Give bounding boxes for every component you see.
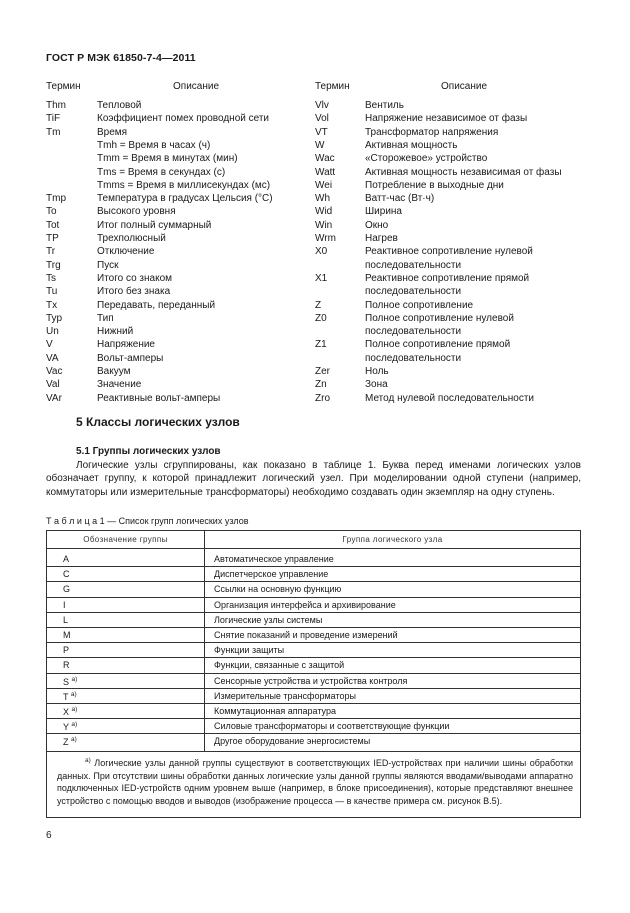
group-name: Функции защиты <box>214 645 285 656</box>
glossary-term: X1 <box>315 272 328 284</box>
group-name: Организация интерфейса и архивирование <box>214 599 396 610</box>
glossary-term: Ts <box>46 272 56 284</box>
glossary-description: последовательности <box>365 326 462 338</box>
group-code <box>63 706 77 717</box>
group-code-letter: P <box>63 645 70 656</box>
paragraph-text: Логические узлы сгруппированы, как показано в таблице 1. Буква перед именами логических узлов обозначает группу, к которой принадлежит логический узел. При моделировании одной ступени (например, коммутаторы или измерительные трансформаторы) необходимо создавать один экземпляр на одну ступень. <box>46 460 581 498</box>
glossary-description: Итого без знака <box>97 286 171 298</box>
glossary-description: Реактивное сопротивление прямой <box>365 272 530 284</box>
glossary-term: VA <box>46 352 59 364</box>
table-row-rule <box>47 627 580 628</box>
glossary-description: Tmh = Время в часах (ч) <box>97 139 211 151</box>
table-header-rule <box>47 548 580 549</box>
glossary-term: Val <box>46 379 60 391</box>
glossary-description: Трансформатор напряжения <box>365 126 499 138</box>
glossary-right-term-heading: Термин <box>315 81 350 92</box>
glossary-term: Typ <box>46 312 63 324</box>
glossary-term: Trg <box>46 259 61 271</box>
glossary-term: Zn <box>315 379 327 391</box>
group-code <box>63 691 77 702</box>
glossary-description: Полное сопротивление нулевой <box>365 312 514 324</box>
glossary-term: Tu <box>46 286 58 298</box>
glossary-description: Нагрев <box>365 233 398 244</box>
glossary-description: Активная мощность <box>365 139 458 151</box>
glossary-term: Zer <box>315 366 330 377</box>
glossary-term: W <box>315 139 325 151</box>
glossary-term: Zro <box>315 392 330 404</box>
glossary-description: Полное сопротивление <box>365 299 474 311</box>
group-code <box>63 584 70 594</box>
glossary-description: Tmm = Время в минутах (мин) <box>97 153 238 165</box>
glossary-description: Вольт-амперы <box>97 352 164 364</box>
glossary-term: Win <box>315 219 333 231</box>
page-number: 6 <box>46 830 52 841</box>
table-header-code: Обозначение группы <box>83 535 168 544</box>
subsection-title: 5.1 Группы логических узлов <box>76 446 221 457</box>
table-row-rule <box>47 733 580 734</box>
glossary-term: Tmp <box>46 193 66 205</box>
group-code-letter: R <box>63 660 70 671</box>
glossary-term: Z0 <box>315 312 327 324</box>
glossary-description: Ватт-час (Вт·ч) <box>365 193 435 205</box>
group-code <box>63 554 69 564</box>
glossary-description: Трехполюсный <box>97 233 166 244</box>
group-name: Коммутационная аппаратура <box>214 706 336 716</box>
group-code <box>63 600 66 610</box>
glossary-description: последовательности <box>365 352 462 364</box>
table-row-rule <box>47 688 580 689</box>
table-footnote-rule <box>47 751 580 752</box>
glossary-term: Wei <box>315 179 333 191</box>
table-caption: Т а б л и ц а 1 — Список групп логических узлов <box>46 516 249 526</box>
glossary-description: Ширина <box>365 206 402 218</box>
glossary-description: Итого со знаком <box>97 272 173 284</box>
glossary-term: X0 <box>315 246 328 258</box>
group-code-letter: M <box>63 630 71 640</box>
footnote-ref: а) <box>71 721 78 729</box>
glossary-description: «Сторожевое» устройство <box>365 153 488 165</box>
glossary-description: Отключение <box>97 246 155 258</box>
glossary-term: Wh <box>315 193 330 205</box>
glossary-term: VAr <box>46 392 62 404</box>
group-code-letter: C <box>63 569 70 580</box>
group-name: Функции, связанные с защитой <box>214 660 345 671</box>
glossary-term: Tr <box>46 246 56 258</box>
glossary-description: Значение <box>97 379 142 391</box>
group-code <box>63 660 70 670</box>
document-header: ГОСТ Р МЭК 61850-7-4—2011 <box>46 52 196 64</box>
glossary-description: Напряжение <box>97 339 155 351</box>
glossary-left-desc-heading: Описание <box>173 81 220 92</box>
group-code-letter: G <box>63 584 71 595</box>
group-code-letter: X <box>63 707 70 717</box>
group-name: Другое оборудование энергосистемы <box>214 736 371 747</box>
body-paragraph <box>46 459 581 499</box>
glossary-left-term-heading: Термин <box>46 81 81 92</box>
table-row-rule <box>47 612 580 613</box>
group-name: Снятие показаний и проведение измерений <box>214 630 398 640</box>
glossary-description: Активная мощность независимая от фазы <box>365 166 562 178</box>
group-name: Ссылки на основную функцию <box>214 584 342 595</box>
table-row-rule <box>47 703 580 704</box>
group-name: Сенсорные устройства и устройства контроля <box>214 675 408 686</box>
glossary-description: Тепловой <box>97 100 142 111</box>
group-code <box>63 569 70 579</box>
group-code-letter: I <box>63 599 66 610</box>
group-name: Автоматическое управление <box>214 554 334 564</box>
glossary-description: Tms = Время в секундах (с) <box>97 166 226 178</box>
glossary-term: Tm <box>46 126 61 138</box>
glossary-description: Высокого уровня <box>97 206 176 218</box>
glossary-description: Потребление в выходные дни <box>365 179 504 191</box>
group-code <box>63 645 69 655</box>
group-name: Измерительные трансформаторы <box>214 690 356 701</box>
glossary-description: Вакуум <box>97 366 131 377</box>
group-code-letter: T <box>63 691 69 702</box>
glossary-description: Нижний <box>97 326 134 338</box>
glossary-term: Vol <box>315 113 329 125</box>
glossary-term: To <box>46 206 57 218</box>
glossary-description: Пуск <box>97 259 119 271</box>
logical-node-groups-table <box>46 530 581 818</box>
footnote-ref: а) <box>70 690 77 698</box>
table-row-rule <box>47 718 580 719</box>
table-row-rule <box>47 566 580 567</box>
glossary-term: Z <box>315 299 322 311</box>
glossary-description: последовательности <box>365 286 462 298</box>
glossary-description: Вентиль <box>365 100 404 111</box>
group-code-letter: A <box>63 554 70 564</box>
group-code <box>63 676 77 687</box>
glossary-description: Тип <box>97 312 114 324</box>
glossary-term: Tot <box>46 219 60 231</box>
glossary-term: Watt <box>315 166 336 178</box>
glossary-term: Wid <box>315 206 333 218</box>
table-row-rule <box>47 642 580 643</box>
glossary-description: Реактивные вольт-амперы <box>97 392 221 404</box>
footnote-ref: а) <box>71 706 78 713</box>
group-code-letter: S <box>63 676 70 687</box>
glossary-term: Tx <box>46 299 58 311</box>
footnote-ref: а) <box>71 736 77 744</box>
glossary-term: TiF <box>46 113 61 125</box>
group-name: Силовые трансформаторы и соответствующие функции <box>214 721 450 732</box>
glossary-description: Итог полный суммарный <box>97 219 212 231</box>
glossary-term: Un <box>46 326 59 338</box>
glossary-description: Передавать, переданный <box>97 299 216 311</box>
glossary-term: Wrm <box>315 233 336 244</box>
footnote-text: Логические узлы данной группы существуют в соответствующих IED-устройствах при наличии шины обработки данных. При отсутствии шины обработки данных логические узлы данной группы являются вводами/выводами аппаратно подключенных IED-устройств одним уровнем выше (например, в блоке присоединения), которые представляют внешнее устройство с помощью вводов и выводов (изображение процесса — в качестве примера см. рисунок В.5). <box>57 758 573 806</box>
group-name: Логические узлы системы <box>214 614 323 625</box>
group-code <box>63 615 68 625</box>
glossary-term: V <box>46 339 53 351</box>
group-code <box>63 736 77 747</box>
table-header-group: Группа логического узла <box>342 535 443 544</box>
table-row-rule <box>47 673 580 674</box>
glossary-description: Tmms = Время в миллисекундах (мс) <box>97 179 271 191</box>
group-code <box>63 630 71 640</box>
group-code-letter: L <box>63 614 69 625</box>
glossary-description: Время <box>97 126 128 138</box>
glossary-description: Температура в градусах Цельсия (°С) <box>97 193 273 205</box>
glossary-description: Коэффициент помех проводной сети <box>97 113 270 125</box>
glossary-description: Зона <box>365 379 388 391</box>
section-title: 5 Классы логических узлов <box>76 415 240 429</box>
group-code-letter: Y <box>63 722 69 733</box>
glossary-right-desc-heading: Описание <box>441 81 488 92</box>
footnote-ref: а) <box>71 675 78 683</box>
table-footnote <box>57 755 573 807</box>
glossary-term: TP <box>46 233 59 244</box>
table-row-rule <box>47 657 580 658</box>
glossary-term: Z1 <box>315 339 327 351</box>
glossary-description: Метод нулевой последовательности <box>365 392 535 404</box>
glossary-description: Окно <box>365 219 389 231</box>
glossary-description: Напряжение независимое от фазы <box>365 113 528 125</box>
glossary-term: Wac <box>315 153 335 165</box>
footnote-mark: а) <box>85 757 91 764</box>
glossary-term: Vlv <box>315 100 329 111</box>
glossary-description: Ноль <box>365 366 389 377</box>
glossary-description: Реактивное сопротивление нулевой <box>365 246 533 258</box>
glossary-term: Thm <box>46 100 66 111</box>
glossary-description: последовательности <box>365 259 462 271</box>
table-row-rule <box>47 597 580 598</box>
glossary-term: VT <box>315 126 328 138</box>
group-code <box>63 721 77 732</box>
glossary-term: Vac <box>46 366 63 377</box>
table-row-rule <box>47 581 580 582</box>
group-code-letter: Z <box>63 737 69 748</box>
glossary-description: Полное сопротивление прямой <box>365 339 511 351</box>
group-name: Диспетчерское управление <box>214 569 329 580</box>
